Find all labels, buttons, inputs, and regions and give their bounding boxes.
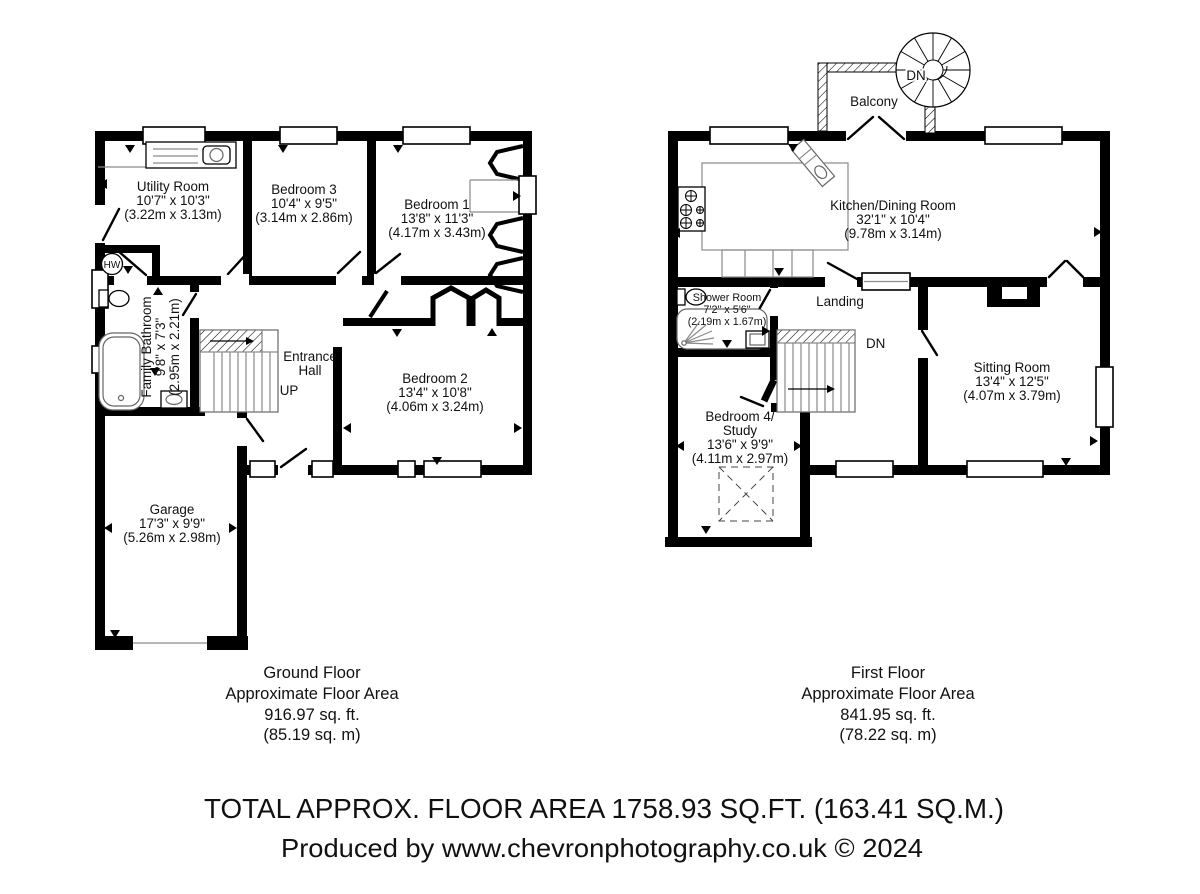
room-dims-imperial: 32'1" x 10'4" — [856, 212, 930, 227]
room-name: Utility Room — [136, 179, 210, 194]
room-name: Sitting Room — [973, 360, 1051, 375]
svg-text:Ground Floor: Ground Floor — [263, 664, 361, 682]
built-in-wardrobe — [473, 290, 499, 326]
room-dims-imperial: 7'2" x 5'6" — [703, 304, 751, 316]
captions — [225, 664, 975, 744]
entrance-hall-label — [283, 349, 337, 378]
bay-cupboard — [490, 146, 523, 180]
room-name: Kitchen/Dining Room — [830, 198, 956, 213]
ground-floor-caption — [225, 664, 399, 744]
room-dims-metric: (3.22m x 3.13m) — [124, 207, 222, 222]
bay-cupboard — [490, 218, 523, 252]
kitchen-cabinets — [722, 250, 813, 277]
credit-line: Produced by www.chevronphotography.co.uk © 2024 — [281, 833, 923, 863]
room-name: Bedroom 1 — [404, 197, 470, 212]
svg-text:Approximate Floor Area: Approximate Floor Area — [225, 685, 399, 703]
svg-text:Bedroom 4/: Bedroom 4/ — [705, 409, 775, 424]
bedroom3-label — [255, 182, 353, 225]
dn-stairs-label: DN — [866, 336, 886, 351]
svg-text:Hall: Hall — [298, 363, 322, 378]
svg-text:Study: Study — [722, 423, 758, 438]
room-dims-imperial: 9'8" x 7'3" — [153, 317, 168, 377]
rooflight-void — [719, 467, 773, 521]
room-dims-imperial: 17'3" x 9'9" — [139, 516, 205, 531]
room-name: Shower Room — [692, 292, 762, 304]
svg-text:Entrance: Entrance — [283, 349, 337, 364]
hw-label: HW — [103, 260, 121, 271]
toilet-cistern — [99, 290, 108, 307]
ground-labels — [104, 179, 486, 545]
landing-label: Landing — [816, 294, 864, 309]
room-dims-imperial: 13'4" x 10'8" — [398, 385, 472, 400]
room-dims-metric: (9.78m x 3.14m) — [844, 226, 942, 241]
room-dims-metric: (4.17m x 3.43m) — [388, 225, 486, 240]
first-floor-caption — [801, 664, 975, 744]
room-dims-imperial: 13'8" x 11'3" — [400, 211, 474, 226]
bedroom2-label — [386, 371, 484, 414]
staircase-down — [777, 330, 855, 412]
room-dims-metric: (4.06m x 3.24m) — [386, 399, 484, 414]
toilet-cistern — [677, 289, 685, 305]
room-dims-imperial: 13'4" x 12'5" — [975, 374, 1049, 389]
staircase-up — [200, 330, 278, 412]
first-floor-plan — [665, 33, 1113, 547]
room-dims-imperial: 10'4" x 9'5" — [271, 196, 337, 211]
ground-floor-plan — [92, 127, 536, 650]
svg-text:(85.19 sq. m): (85.19 sq. m) — [263, 726, 361, 744]
kitchen-label — [830, 198, 956, 241]
room-dims-metric: (3.14m x 2.86m) — [255, 210, 353, 225]
room-name: Garage — [149, 502, 195, 517]
family-bathroom-label — [139, 296, 182, 397]
utility-room-label — [124, 179, 222, 222]
room-dims-imperial: 10'7" x 10'3" — [136, 193, 210, 208]
room-dims-metric: (5.26m x 2.98m) — [123, 530, 221, 545]
room-dims-metric: (4.11m x 2.97m) — [691, 451, 789, 466]
bay-cupboard — [490, 258, 523, 292]
toilet — [109, 291, 129, 307]
svg-text:Approximate Floor Area: Approximate Floor Area — [801, 685, 975, 703]
sitting-room-label — [963, 360, 1061, 403]
built-in-wardrobe — [433, 288, 469, 326]
svg-text:(78.22 sq. m): (78.22 sq. m) — [839, 726, 937, 744]
svg-text:First Floor: First Floor — [850, 664, 926, 682]
room-dims-metric: (2.95m x 2.21m) — [167, 298, 182, 396]
up-label: UP — [279, 383, 299, 398]
room-dims-metric: (2.19m x 1.67m) — [687, 316, 767, 328]
bedroom4-study-label — [692, 409, 789, 466]
balcony-label: Balcony — [850, 94, 898, 109]
room-name: Bedroom 3 — [271, 182, 337, 197]
sink-bowl — [210, 149, 223, 162]
footer — [204, 793, 1004, 863]
total-floor-area: TOTAL APPROX. FLOOR AREA 1758.93 SQ.FT. (163.41 SQ.M.) — [204, 793, 1004, 824]
svg-text:916.97 sq. ft.: 916.97 sq. ft. — [264, 706, 360, 724]
bedroom1-label — [388, 197, 486, 240]
garage-label — [123, 502, 221, 545]
room-dims-imperial: 13'6" x 9'9" — [707, 437, 773, 452]
room-name: Bedroom 2 — [402, 371, 468, 386]
bedroom2-door-leaf — [370, 291, 387, 317]
svg-text:841.95 sq. ft.: 841.95 sq. ft. — [840, 706, 936, 724]
room-dims-metric: (4.07m x 3.79m) — [963, 388, 1061, 403]
dn-spiral-label: DN — [906, 68, 926, 83]
room-name: Family Bathroom — [139, 296, 154, 398]
